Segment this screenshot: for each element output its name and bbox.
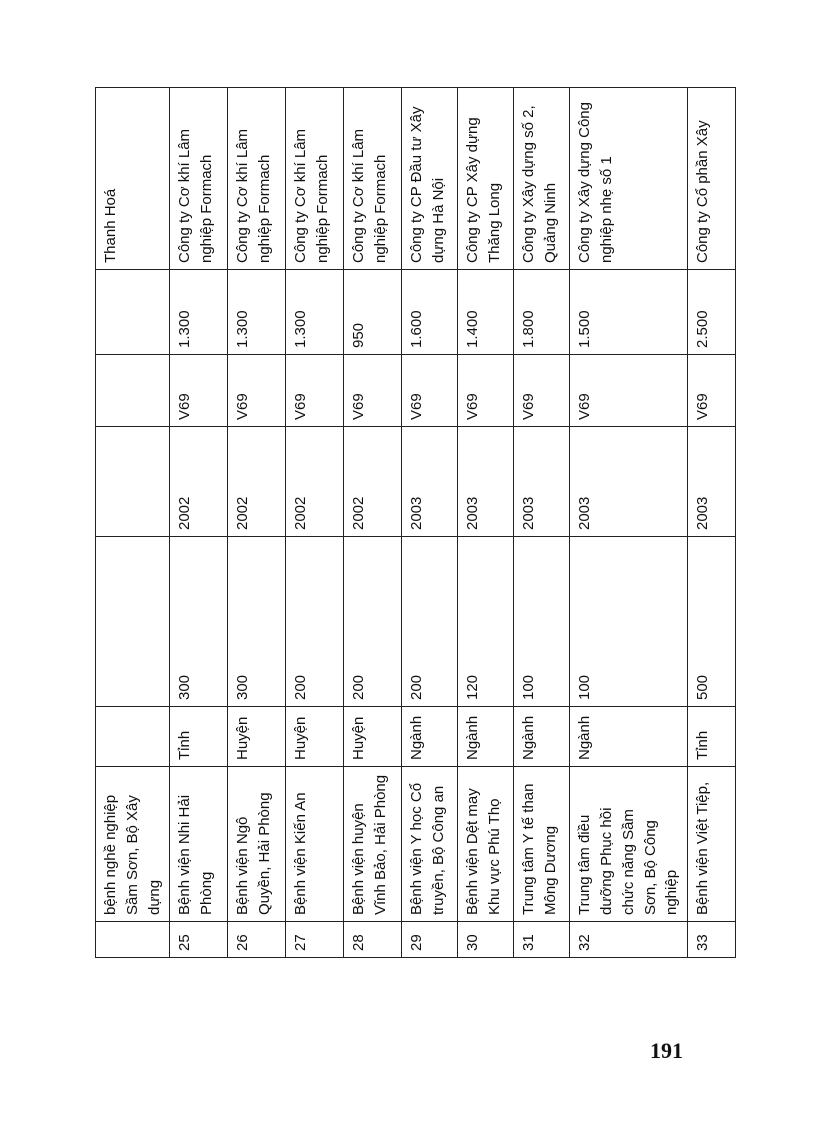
hospital-project-table xyxy=(95,87,736,958)
table-row xyxy=(344,88,402,958)
cell-beds: 200 xyxy=(402,537,458,707)
cell-year: 2003 xyxy=(570,427,688,537)
cell-stt: 25 xyxy=(170,922,228,958)
cell-name: Bệnh viện Dệt may Khu vực Phú Thọ xyxy=(458,767,514,922)
table-row xyxy=(228,88,286,958)
cell-beds: 200 xyxy=(286,537,344,707)
cell-area: 1.300 xyxy=(286,270,344,355)
cell-company: Công ty CP Xây dựng Thăng Long xyxy=(458,88,514,270)
cell-stt: 28 xyxy=(344,922,402,958)
table-row xyxy=(458,88,514,958)
cell-area: 1.800 xyxy=(514,270,570,355)
cell-company: Công ty CP Đầu tư Xây dựng Hà Nội xyxy=(402,88,458,270)
cell-beds: 120 xyxy=(458,537,514,707)
cell-area: 2.500 xyxy=(688,270,736,355)
cell-beds: 300 xyxy=(228,537,286,707)
cell-company: Công ty Cổ phần Xây xyxy=(688,88,736,270)
table-row xyxy=(286,88,344,958)
cell-beds: 100 xyxy=(570,537,688,707)
cell-company: Công ty Xây dựng số 2, Quảng Ninh xyxy=(514,88,570,270)
cell-area xyxy=(96,270,170,355)
cell-year: 2002 xyxy=(170,427,228,537)
cell-year: 2003 xyxy=(688,427,736,537)
cell-beds: 300 xyxy=(170,537,228,707)
cell-year: 2002 xyxy=(344,427,402,537)
cell-name: Bệnh viện huyện Vĩnh Bảo, Hải Phòng xyxy=(344,767,402,922)
cell-year: 2003 xyxy=(402,427,458,537)
cell-level: Huyện xyxy=(286,707,344,767)
table-body xyxy=(96,88,736,958)
cell-type: V69 xyxy=(344,355,402,427)
cell-year: 2002 xyxy=(286,427,344,537)
cell-company: Công ty Cơ khí Lâm nghiệp Formach xyxy=(170,88,228,270)
table-row xyxy=(402,88,458,958)
cell-type: V69 xyxy=(228,355,286,427)
cell-stt: 26 xyxy=(228,922,286,958)
cell-stt: 31 xyxy=(514,922,570,958)
cell-name: Bệnh viện Ngô Quyền, Hải Phòng xyxy=(228,767,286,922)
cell-beds xyxy=(96,537,170,707)
cell-type: V69 xyxy=(170,355,228,427)
cell-stt: 32 xyxy=(570,922,688,958)
cell-stt: 30 xyxy=(458,922,514,958)
cell-level xyxy=(96,707,170,767)
cell-level: Ngành xyxy=(514,707,570,767)
cell-level: Tỉnh xyxy=(688,707,736,767)
cell-beds: 100 xyxy=(514,537,570,707)
table-row xyxy=(170,88,228,958)
cell-type: V69 xyxy=(286,355,344,427)
cell-stt: 33 xyxy=(688,922,736,958)
cell-level: Ngành xyxy=(458,707,514,767)
cell-beds: 500 xyxy=(688,537,736,707)
cell-area: 1.600 xyxy=(402,270,458,355)
page-number: 191 xyxy=(650,1038,683,1063)
table-row xyxy=(514,88,570,958)
cell-name: Bệnh viện Kiến An xyxy=(286,767,344,922)
cell-type: V69 xyxy=(570,355,688,427)
cell-level: Ngành xyxy=(402,707,458,767)
cell-area: 950 xyxy=(344,270,402,355)
table-row xyxy=(570,88,688,958)
cell-name: Bệnh viện Nhi Hải Phòng xyxy=(170,767,228,922)
cell-type xyxy=(96,355,170,427)
cell-area: 1.300 xyxy=(170,270,228,355)
table-row xyxy=(96,88,170,958)
cell-name: Trung tâm Y tế than Mông Dương xyxy=(514,767,570,922)
cell-company: Thanh Hoá xyxy=(96,88,170,270)
cell-stt xyxy=(96,922,170,958)
cell-year: 2003 xyxy=(458,427,514,537)
cell-level: Ngành xyxy=(570,707,688,767)
table-row xyxy=(688,88,736,958)
cell-name: Bệnh viện Việt Tiệp, xyxy=(688,767,736,922)
cell-area: 1.300 xyxy=(228,270,286,355)
cell-type: V69 xyxy=(514,355,570,427)
cell-area: 1.400 xyxy=(458,270,514,355)
cell-name: bệnh nghề nghiệp Sầm Sơn, Bộ Xây dựng xyxy=(96,767,170,922)
cell-area: 1.500 xyxy=(570,270,688,355)
cell-company: Công ty Cơ khí Lâm nghiệp Formach xyxy=(344,88,402,270)
cell-company: Công ty Cơ khí Lâm nghiệp Formach xyxy=(228,88,286,270)
cell-level: Tỉnh xyxy=(170,707,228,767)
cell-stt: 27 xyxy=(286,922,344,958)
cell-level: Huyện xyxy=(344,707,402,767)
cell-name: Bệnh viện Y học Cổ truyền, Bộ Công an xyxy=(402,767,458,922)
cell-type: V69 xyxy=(458,355,514,427)
cell-company: Công ty Cơ khí Lâm nghiệp Formach xyxy=(286,88,344,270)
rotated-table-container xyxy=(95,88,735,958)
cell-type: V69 xyxy=(688,355,736,427)
cell-type: V69 xyxy=(402,355,458,427)
cell-year: 2003 xyxy=(514,427,570,537)
cell-beds: 200 xyxy=(344,537,402,707)
cell-company: Công ty Xây dựng Công nghiệp nhẹ số 1 xyxy=(570,88,688,270)
cell-level: Huyện xyxy=(228,707,286,767)
cell-year: 2002 xyxy=(228,427,286,537)
cell-year xyxy=(96,427,170,537)
cell-name: Trung tâm điều dưỡng Phục hồi chức năng Sầm Sơn, Bộ Công nghiệp xyxy=(570,767,688,922)
cell-stt: 29 xyxy=(402,922,458,958)
